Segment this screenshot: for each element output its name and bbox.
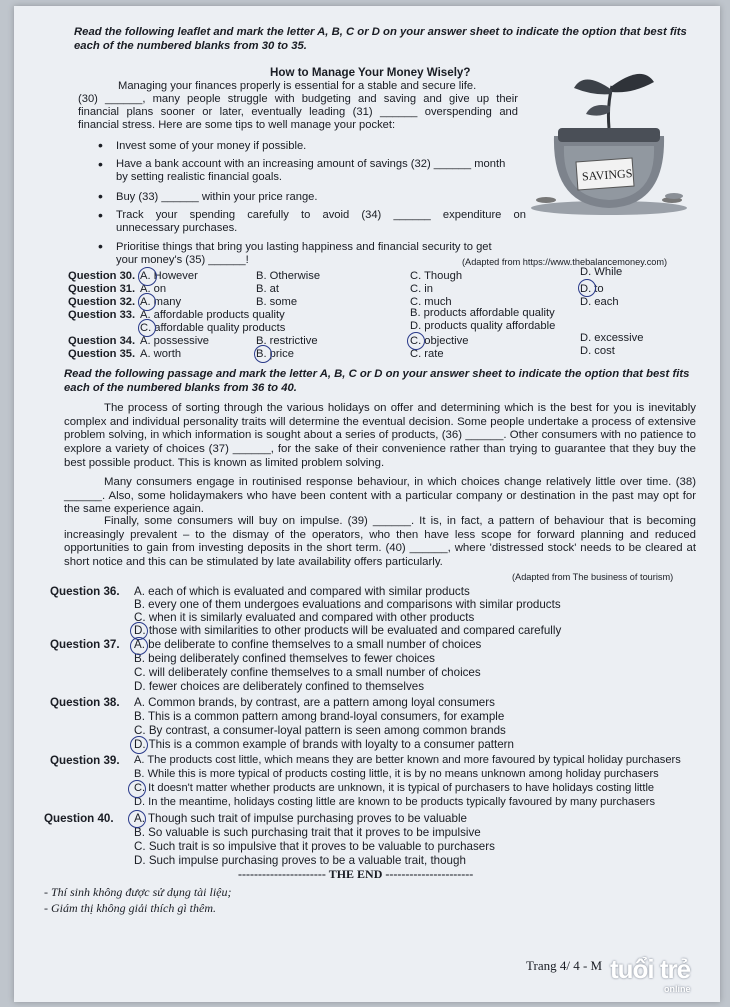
- tip-4-line-2: unnecessary purchases.: [116, 222, 238, 234]
- tip-3: Buy (33) ______ within your price range.: [116, 191, 318, 203]
- question-row-34: Question 34. A. possessive B. restrictive C. objective D. excessive: [68, 332, 644, 347]
- passage-paragraph-1: The process of sorting through the various holidays on offer and determining which is the best for you is inevitably complex and individual personality traits will determine the eventual decision. Some people undertake a process of extensive problem solving, in which information is sought about a series of products, (36) ______. Other consumers with no patience to explore a variety of choices (37) ______, for the sake of their convenience rather than trying to guarantee that they buy the best possible product. This is known as limited problem solving.: [64, 402, 696, 469]
- question-row-30: Question 30. A. However B. Otherwise C. Though D. While: [68, 266, 623, 282]
- tuoitre-logo: tuổi trẻ: [610, 954, 691, 984]
- bullet-icon: •: [98, 188, 103, 204]
- savings-label: SAVINGS: [581, 166, 633, 184]
- answer-circle-35: [254, 345, 272, 363]
- answer-circle-34: [407, 332, 425, 350]
- tuoitre-logo-sub: online: [664, 984, 691, 994]
- answer-circle-38: [130, 736, 148, 754]
- tip-4-line-1: Track your spending carefully to avoid (34) ______ expenditure on: [116, 209, 526, 221]
- exam-page: Read the following leaflet and mark the letter A, B, C or D on your answer sheet to indicate the option that best fits each of the numbered blanks from 30 to 35. How to Manage Your Money Wisely? Managing your finances properly is essential for a stable and secure life. (30) ______, many people struggle with budgeting and saving and give up their financial plans sooner or later, eventually leading (31) ______ overspending and financial stress. Here are some tips to well manage your pocket: • Invest some of your money if possible. • Have a bank account with an increasing amount of savings (32) ______ month by setting realistic financial goals. • Buy (33) ______ within your price range. • Track your spending carefully to avoid (34) ______ expenditure on unnecessary purchases. • Prioritise things that bring you lasting happiness and financial security to get your money's (35) ______! SAVINGS (Adapted from https://www.thebalancemoney.com) Question 30. A. However B. Otherwise C. Though D. While Question 31. A. on B. at C. in D. to Question 32. A. many B. some C. much D. each Question 33. A. affordable products quality B. products affordable quality C. affordable quality products D. products quality affordable Question 34. A. possessive B. restrictive C. objective D. excessive Question 35. A. worth B. price C. rate D. cost Read the following passage and mark the letter A, B, C or D on your answer sheet to indicate the option that best fits each of the numbered blanks from 36 to 40. The process of sorting through the various holidays on offer and determining which is the best for you is inevitably complex and individual personality traits will determine the eventual decision. Some people undertake a process of extensive problem solving, in which information is sought about a series of products, (36) ______. Other consumers with no patience to explore a variety of choices (37) ______, for the sake of their convenience rather than trying to guarantee that they buy the best possible product. This is known as limited problem solving. Many consumers engage in routinised response behaviour, in which choices change relatively little over time. (38) ______. Also, some holidaymakers who have been content with a particular company or destination in the past may opt for the same experience again. Finally, some consumers will buy on impulse. (39) ______. It is, in fact, a pattern of behaviour that is becoming increasingly prevalent – to the dismay of the operators, who then have less scope for forward planning and reduced opportunities to gain from investing deposits in the short term. (40) ______, where 'distressed stock' needs to be cleared at short notice and this can be stimulated by late availability offers particularly. (Adapted from The business of tourism) Question 36. A. each of which is evaluated and compared with similar products B. every one of them undergoes evaluations and comparisons with similar products C. when it is similarly evaluated and compared with other products D. those with similarities to other products will be evaluated and compared carefully Question 37. A. be deliberate to confine themselves to a small number of choices B. being deliberately confined themselves to fewer choices C. will deliberately confine themselves to a small number of choices D. fewer choices are deliberately confined to themselves Question 38. A. Common brands, by contrast, are a pattern among loyal consumers B. This is a common pattern among brand-loyal consumers, for example C. By contrast, a consumer-loyal pattern is seen among common brands D. This is a common example of brands with loyalty to a consumer pattern Question 39. A. The products cost little, which means they are better known and more favoured by typical holiday purchasers B. While this is more typical of products costing little, it is by no means unknown among holiday purchasers C. It doesn't matter whether products are unknown, it is typical of purchasers to have holidays costing little D. In the meantime, holidays costing little are known to be products typically favoured by many purchasers Question 40. A. Though such trait of impulse purchasing proves to be valuable B. So valuable is such purchasing trait that it proves to be impulsive C. Such trait is so impulsive that it proves to be valuable to purchasers D. Such impulse purchasing proves to be a valuable trait, though ---------------------- THE END ---------------------- - Thí sinh không được sử dụng tài liệu; - Giám thị không giải thích gì thêm. Trang 4/ 4 - M tuổi trẻ online: [14, 6, 720, 1002]
- bullet-icon: •: [98, 207, 103, 223]
- part1-instruction: Read the following leaflet and mark the letter A, B, C or D on your answer sheet to indicate the option that best fits each of the numbered blanks from 30 to 35.: [74, 26, 687, 52]
- bullet-icon: •: [98, 137, 103, 153]
- footer-note-2: - Giám thị không giải thích gì thêm.: [44, 901, 216, 915]
- question-row-33: Question 33. A. affordable products quality B. products affordable quality C. affordable quality products D. products quality affordable: [68, 307, 556, 334]
- tip-2-line-1: Have a bank account with an increasing amount of savings (32) ______ month: [116, 158, 506, 170]
- answer-circle-37: [130, 637, 148, 655]
- tip-5-line-2: your money's (35) ______!: [116, 254, 249, 266]
- question-row-32: Question 32. A. many B. some C. much D. each: [68, 296, 619, 308]
- intro-line-1: Managing your finances properly is essential for a stable and secure life.: [118, 80, 477, 92]
- passage-paragraph-2: Many consumers engage in routinised response behaviour, in which choices change relatively little over time. (38) ______. Also, some holidaymakers who have been content with a particular company or destination in the past may opt for the same experience again.: [64, 476, 696, 516]
- tip-5-line-1: Prioritise things that bring you lasting happiness and financial security to get: [116, 241, 492, 253]
- question-row-31: Question 31. A. on B. at C. in D. to: [68, 283, 604, 295]
- intro-line-2: (30) ______, many people struggle with budgeting and saving and give up their: [78, 93, 518, 105]
- answer-circle-30: [138, 267, 157, 286]
- passage-paragraph-3: Finally, some consumers will buy on impulse. (39) ______. It is, in fact, a pattern of behaviour that is becoming increasingly prevalent – to the dismay of the operators, who then have less scope for forward planning and reduced opportunities to gain from investing deposits in the short term. (40) ______, where 'distressed stock' needs to be cleared at short notice and this can be stimulated by late availability offers particularly.: [64, 515, 696, 569]
- footer-note-1: - Thí sinh không được sử dụng tài liệu;: [44, 885, 232, 899]
- tip-1: Invest some of your money if possible.: [116, 140, 307, 152]
- answer-circle-31: [578, 279, 596, 297]
- bullet-icon: •: [98, 238, 103, 254]
- the-end: ---------------------- THE END ----------------------: [238, 867, 474, 881]
- part2-instruction: Read the following passage and mark the letter A, B, C or D on your answer sheet to indicate the option that best fits each of the numbered blanks from 36 to 40.: [64, 368, 690, 394]
- question-row-35: Question 35. A. worth B. price C. rate D. cost: [68, 345, 615, 360]
- page-number: Trang 4/ 4 - M: [526, 958, 603, 973]
- answer-circle-39: [128, 780, 146, 798]
- savings-jar-illustration: [524, 66, 694, 216]
- answer-circle-33: [138, 319, 156, 337]
- bullet-icon: •: [98, 156, 103, 172]
- part2-source: (Adapted from The business of tourism): [512, 572, 674, 582]
- part1-source: (Adapted from https://www.thebalancemoney.com): [462, 257, 668, 267]
- answer-circle-32: [138, 293, 156, 311]
- intro-line-3: financial plans sooner or later, eventually leading (31) ______ overspending and: [78, 106, 518, 118]
- intro-line-4: financial stress. Here are some tips to well manage your pocket:: [78, 119, 396, 131]
- leaflet-title: How to Manage Your Money Wisely?: [270, 66, 471, 79]
- tip-2-line-2: by setting realistic financial goals.: [116, 171, 283, 183]
- answer-circle-40: [128, 810, 146, 828]
